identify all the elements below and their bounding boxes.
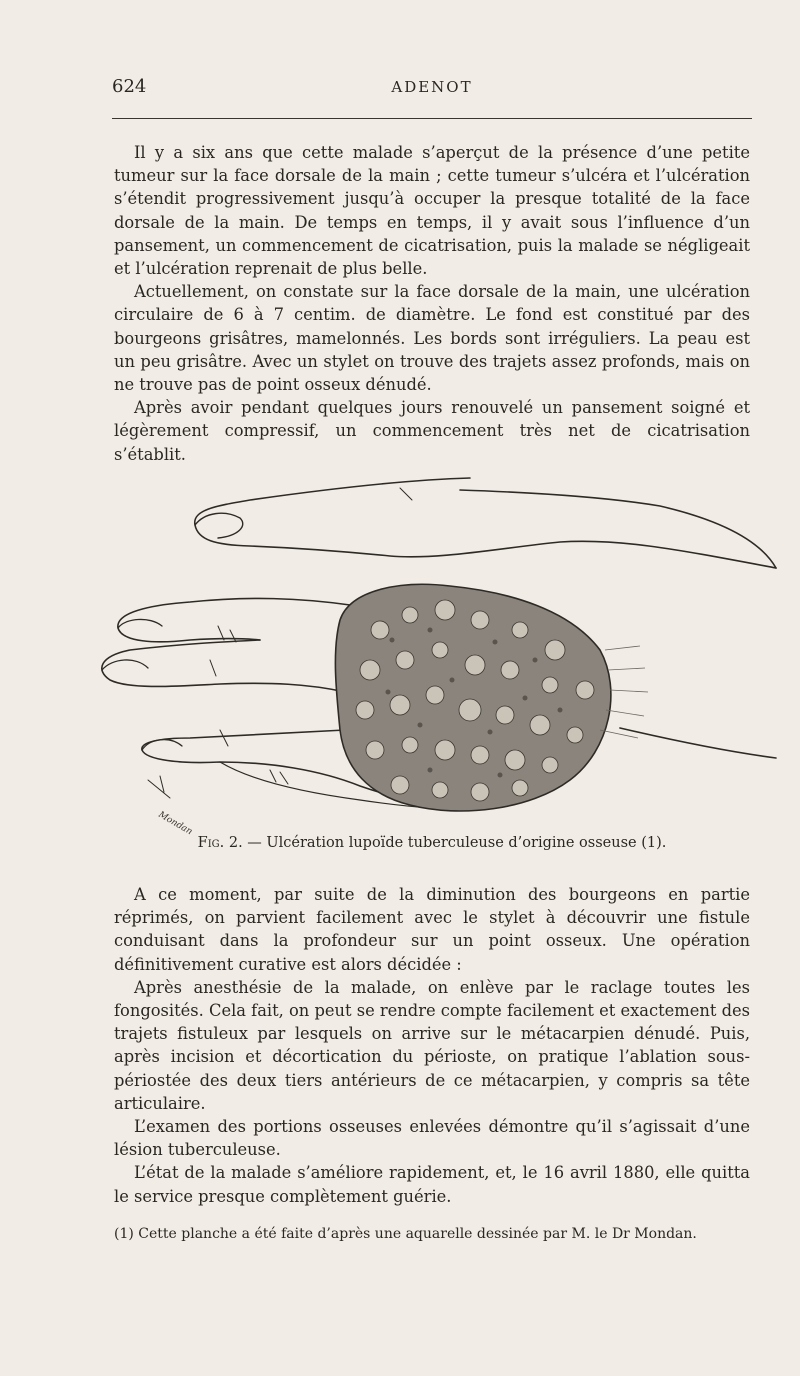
paragraph: Après avoir pendant quelques jours renouvelé un pansement soigné et légèrement compressif, un commencement très net de cicatrisation s’établit. <box>114 398 750 464</box>
header-rule <box>112 118 752 119</box>
paragraph: Après anesthésie de la malade, on enlève par le raclage toutes les fongosités. Cela fait, on peut se rendre compte facilement et exactement des trajets fistuleux par lesquels on arrive sur le métacarpien dénudé. Puis, après incision et décortication du périoste, on pratique l’ablation sous-périostée des deux tiers antérieurs de ce métacarpien, y compris sa tête articulaire. <box>114 977 750 1113</box>
paragraph: L’examen des portions osseuses enlevées démontre qu’il s’agissait d’une lésion tuberculeuse. <box>114 1117 750 1160</box>
ulcer-lesion <box>335 584 648 811</box>
thumbnail <box>195 513 243 538</box>
illustrator-signature: Mondan <box>156 809 194 838</box>
footnote: (1) Cette planche a été faite d’après une aquarelle dessinée par M. le Dr Mondan. <box>114 1226 697 1242</box>
paragraph: Il y a six ans que cette malade s’aperçut de la présence d’une petite tumeur sur la face dorsale de la main ; cette tumeur s’ulcéra et l’ulcération s’étendit progressivement jusqu’à occuper la presque totalité de la face dorsale de la main. De temps en temps, il y avait sous l’influence d’un pansement, un commencement de cicatrisation, puis la malade se négligeait et l’ulcération reprenait de plus belle. <box>114 143 750 279</box>
wrist-upper-line <box>460 490 776 568</box>
running-head: ADENOT <box>391 78 473 96</box>
middle-finger-outline <box>102 640 345 692</box>
page-header <box>112 76 752 104</box>
paragraph: A ce moment, par suite de la diminution des bourgeons en partie réprimés, on parvient facilement avec le stylet à découvrir une fistule conduisant dans la profondeur sur un point osseux. Une opération définitivement curative est alors décidée : <box>114 885 750 974</box>
figure-caption <box>114 835 750 851</box>
index-finger-outline <box>118 598 350 641</box>
body-text-after-figure <box>114 883 750 1208</box>
figure-caption-text: — Ulcération lupoïde tuberculeuse d’origine osseuse (1). <box>242 835 667 851</box>
paragraph: L’état de la malade s’améliore rapidement, et, le 16 avril 1880, elle quitta le service presque complètement guérie. <box>114 1163 750 1206</box>
wrist-lower-line <box>620 728 776 758</box>
figure-label: Fig. 2. <box>197 835 243 851</box>
body-text-before-figure <box>114 141 750 466</box>
hand-drawing <box>100 470 800 840</box>
hand-illustration <box>100 470 800 840</box>
paragraph: Actuellement, on constate sur la face dorsale de la main, une ulcération circulaire de 6 à 7 centim. de diamètre. Le fond est constitué par des bourgeons grisâtres, mamelonnés. Les bords sont irréguliers. La peau est un peu grisâtre. Avec un stylet on trouve des trajets assez profonds, mais on ne trouve pas de point osseux dénudé. <box>114 282 750 395</box>
page-number: 624 <box>112 76 147 97</box>
